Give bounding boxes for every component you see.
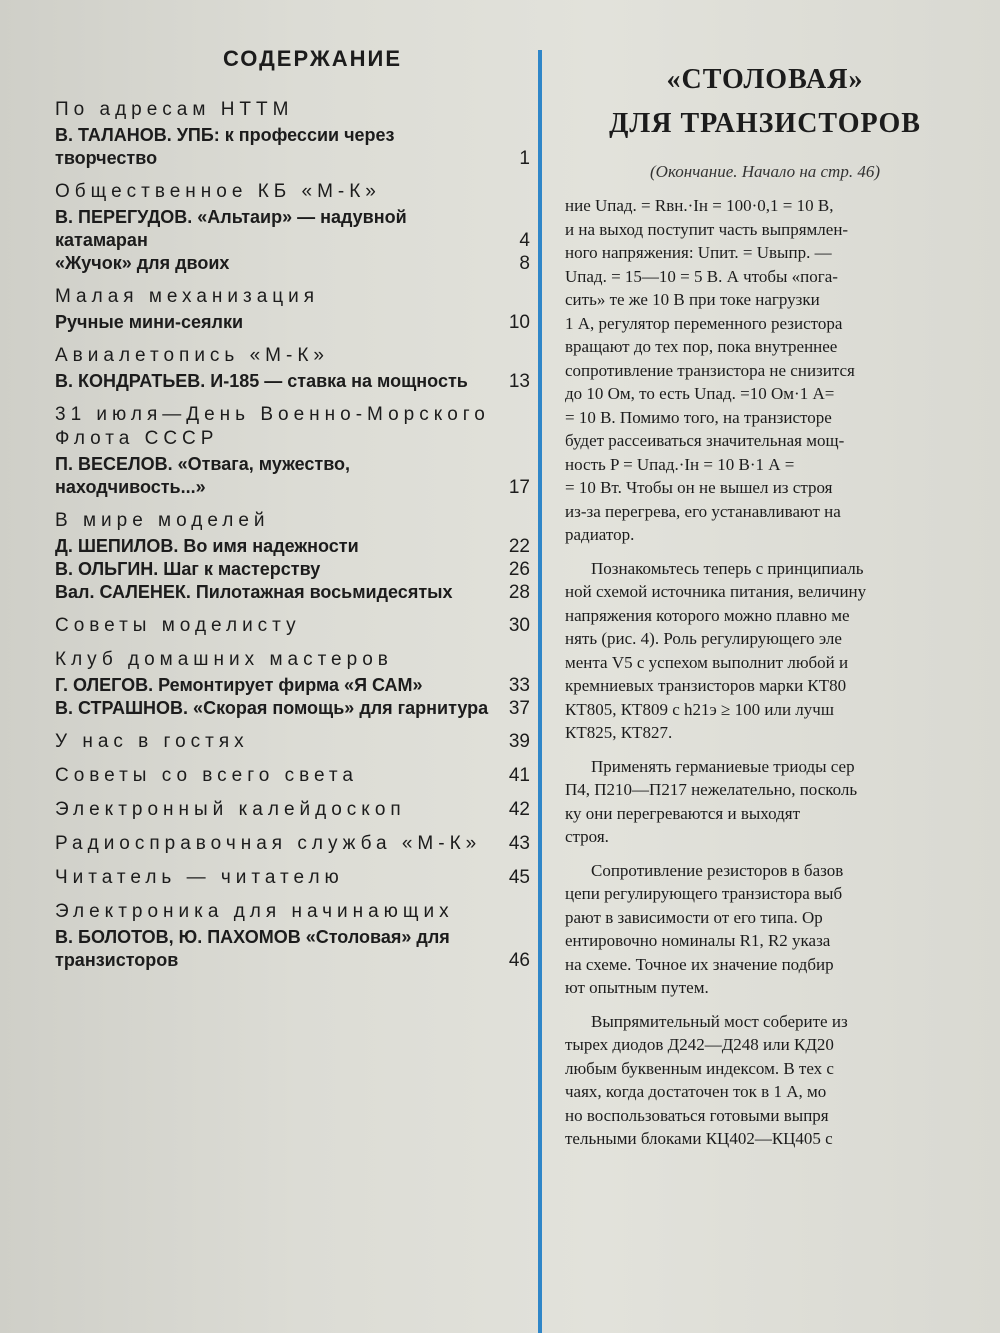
toc-section [55, 866, 530, 890]
article-line: Выпрямительный мост соберите из [591, 1011, 848, 1031]
toc-section-title: У нас в гостях [55, 731, 249, 752]
article-line: ного напряжения: Uпит. = Uвыпр. — [565, 243, 832, 262]
toc-page-number: 45 [508, 867, 530, 888]
toc-page-number: 37 [508, 698, 530, 719]
article-line: рают в зависимости от его типа. Ор [565, 907, 823, 927]
toc-entry [55, 370, 530, 393]
toc-page-number: 13 [508, 371, 530, 392]
article-line: радиатор. [565, 525, 635, 544]
toc-entry-title: В. ПЕРЕГУДОВ. «Альтаир» — надувной катамаран [55, 207, 407, 250]
toc-page-number: 1 [519, 148, 530, 169]
article-subtitle: (Окончание. Начало на стр. 46) [650, 162, 880, 181]
toc-entry [55, 535, 530, 558]
toc-page-number: 39 [508, 731, 530, 752]
article-line: тырех диодов Д242—Д248 или КД20 [565, 1035, 834, 1054]
article-title-line1: «СТОЛОВАЯ» [666, 64, 864, 95]
article-line: КТ805, КТ809 с h21э ≥ 100 или лучш [565, 699, 834, 719]
toc-section-title: Советы моделисту [55, 615, 301, 636]
article-line: мента V5 с успехом выполнит любой и [565, 652, 849, 672]
toc-section [55, 832, 530, 856]
toc-section [55, 98, 530, 122]
article-body [565, 194, 1000, 1151]
toc-section-title: Общественное КБ «М-К» [55, 181, 381, 202]
article-line: сопротивление транзистора не снизится [565, 360, 855, 380]
article-line: и на выход поступит часть выпрямлен- [565, 219, 849, 239]
toc-section-title: По адресам НТТМ [55, 99, 294, 120]
article-line: строя. [565, 827, 609, 846]
article-line: напряжения которого можно плавно ме [565, 605, 850, 625]
toc-section [55, 509, 530, 533]
toc-page-number: 4 [519, 230, 530, 251]
toc-section [55, 344, 530, 368]
toc-section-title: Электроника для начинающих [55, 901, 454, 922]
toc-entry-title: В. ТАЛАНОВ. УПБ: к профессии через творчество [55, 125, 395, 168]
toc-entry-title: «Жучок» для двоих [55, 253, 230, 273]
article-line: ной схемой источника питания, величину [565, 582, 867, 601]
article-line: ность P = Uпад.·Iн = 10 В·1 А = [565, 454, 795, 474]
article-line: 1 А, регулятор переменного резистора [565, 313, 843, 333]
article-line: из-за перегрева, его устанавливают на [565, 501, 841, 521]
article-line: цепи регулирующего транзистора выб [565, 884, 843, 903]
toc-section [55, 403, 530, 451]
toc-page-number: 42 [508, 799, 530, 820]
toc-entry-title: Д. ШЕПИЛОВ. Во имя надежности [55, 536, 359, 556]
toc-page-number: 8 [519, 253, 530, 274]
toc-section [55, 730, 530, 754]
toc-section-title: Радиосправочная служба «М-К» [55, 833, 482, 854]
toc-entry-title: В. БОЛОТОВ, Ю. ПАХОМОВ «Столовая» для транзисторов [55, 927, 450, 970]
toc-entry [55, 252, 530, 275]
article-line: кремниевых транзисторов марки КТ80 [565, 676, 847, 695]
toc-entry-title: Ручные мини-сеялки [55, 312, 244, 332]
toc-entry-title: П. ВЕСЕЛОВ. «Отвага, мужество, находчивость...» [55, 454, 351, 497]
article-line: Познакомьтесь теперь с принципиаль [591, 558, 864, 578]
toc-entry-title: В. ОЛЬГИН. Шаг к мастерству [55, 559, 321, 579]
article-line: П4, П210—П217 нежелательно, посколь [565, 780, 858, 799]
toc-entry [55, 697, 530, 720]
toc-section-title: Малая механизация [55, 286, 320, 307]
toc-entry [55, 926, 530, 972]
toc-section [55, 764, 530, 788]
toc-section-title: Электронный калейдоскоп [55, 799, 406, 820]
toc-section [55, 285, 530, 309]
column-divider [538, 50, 542, 1333]
article-line: тельными блоками КЦ402—КЦ405 с [565, 1129, 833, 1148]
toc-title: СОДЕРЖАНИЕ [222, 46, 403, 71]
toc-section [55, 180, 530, 204]
toc-page-number: 17 [508, 477, 530, 498]
toc-entry [55, 674, 530, 697]
toc-page-number: 26 [508, 559, 530, 580]
toc-entry [55, 453, 530, 499]
article-line: вращают до тех пор, пока внутреннее [565, 337, 838, 356]
article-line: нять (рис. 4). Роль регулирующего эле [565, 629, 842, 648]
article-line: = 10 Вт. Чтобы он не вышел из строя [565, 478, 833, 497]
toc-page-number: 28 [508, 582, 530, 603]
toc-blocks [55, 98, 530, 972]
article-line: Применять германиевые триоды сер [591, 756, 855, 776]
toc-entry-title: Вал. САЛЕНЕК. Пилотажная восьмидесятых [55, 582, 453, 602]
toc-entry [55, 124, 530, 170]
toc-section-title: 31 июля—День Военно-Морского Флота СССР [55, 404, 490, 449]
article-line: Сопротивление резисторов в базов [591, 860, 844, 880]
toc-page-number: 22 [508, 536, 530, 557]
article-line: ентировочно номиналы R1, R2 указа [565, 931, 831, 950]
article [565, 58, 1000, 1333]
toc-section [55, 900, 530, 924]
article-line: ют опытным путем. [565, 978, 709, 997]
table-of-contents [55, 40, 530, 972]
toc-entry-title: Г. ОЛЕГОВ. Ремонтирует фирма «Я САМ» [55, 675, 423, 695]
toc-page-number: 10 [508, 312, 530, 333]
article-line: ку они перегреваются и выходят [565, 803, 801, 823]
toc-entry-title: В. СТРАШНОВ. «Скорая помощь» для гарнитура [55, 698, 489, 718]
article-line: КТ825, КТ827. [565, 723, 673, 742]
toc-entry [55, 581, 530, 604]
toc-entry [55, 311, 530, 334]
toc-section-title: Авиалетопись «М-К» [55, 345, 329, 366]
toc-page-number: 46 [508, 950, 530, 971]
article-line: Uпад. = 15—10 = 5 В. А чтобы «пога- [565, 266, 838, 286]
toc-page-number: 30 [508, 615, 530, 636]
article-line: чаях, когда достаточен ток в 1 А, мо [565, 1082, 827, 1101]
toc-page-number: 43 [508, 833, 530, 854]
article-line: любым буквенным индексом. В тех с [565, 1058, 834, 1078]
toc-entry-title: В. КОНДРАТЬЕВ. И-185 — ставка на мощность [55, 371, 468, 391]
article-line: на схеме. Точное их значение подбир [565, 954, 834, 974]
article-title-line2: ДЛЯ ТРАНЗИСТОРОВ [609, 108, 921, 139]
toc-entry [55, 206, 530, 252]
toc-page-number: 33 [508, 675, 530, 696]
toc-section [55, 614, 530, 638]
toc-section-title: В мире моделей [55, 510, 270, 531]
article-line: до 10 Ом, то есть Uпад. =10 Ом·1 А= [565, 384, 835, 403]
toc-entry [55, 558, 530, 581]
article-line: ние Uпад. = Rвн.·Iн = 100·0,1 = 10 В, [565, 196, 834, 215]
toc-section-title: Советы со всего света [55, 765, 358, 786]
toc-page-number: 41 [508, 765, 530, 786]
article-line: сить» те же 10 В при токе нагрузки [565, 290, 820, 309]
toc-section [55, 648, 530, 672]
article-line: будет рассеиваться значительная мощ- [565, 431, 845, 450]
toc-section-title: Читатель — читателю [55, 867, 344, 888]
toc-section-title: Клуб домашних мастеров [55, 649, 393, 670]
article-line: но воспользоваться готовыми выпря [565, 1105, 829, 1125]
toc-section [55, 798, 530, 822]
article-line: = 10 В. Помимо того, на транзисторе [565, 407, 832, 427]
